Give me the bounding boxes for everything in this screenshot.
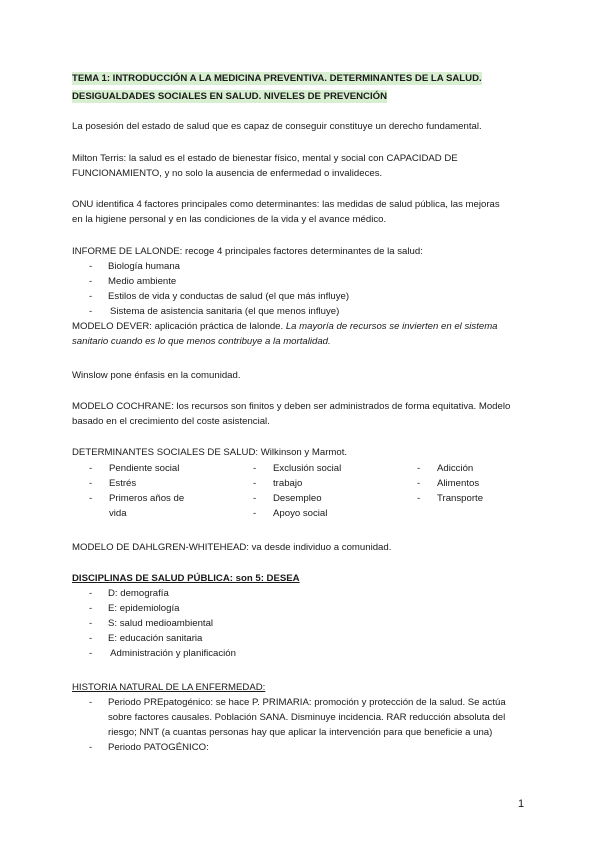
list-item: - Adicción bbox=[417, 463, 474, 474]
list-item: - Sistema de asistencia sanitaria (el que menos influye) bbox=[89, 306, 340, 317]
list-item: - Pendiente social bbox=[89, 463, 180, 474]
list-item: - D: demografía bbox=[89, 588, 169, 599]
lalonde-heading: INFORME DE LALONDE: recoge 4 principales factores determinantes de la salud: bbox=[72, 246, 423, 257]
list-item: - trabajo bbox=[253, 478, 303, 489]
list-item: - Desempleo bbox=[253, 493, 322, 504]
historia-section bbox=[72, 680, 532, 755]
social-heading bbox=[72, 445, 532, 460]
onu-line-1: ONU identifica 4 factores principales como determinantes: las medidas de salud pública, las mejoras bbox=[72, 199, 500, 210]
cochrane-line-1: MODELO COCHRANE: los recursos son finitos y deben ser administrados de forma equitativa. Modelo bbox=[72, 401, 511, 412]
terris-paragraph bbox=[72, 151, 532, 181]
onu-paragraph bbox=[72, 197, 532, 227]
list-item: - Biología humana bbox=[89, 261, 181, 272]
title-line-1: TEMA 1: INTRODUCCIÓN A LA MEDICINA PREVENTIVA. DETERMINANTES DE LA SALUD. bbox=[72, 73, 482, 84]
lalonde-list bbox=[72, 259, 532, 319]
disciplinas-section bbox=[72, 571, 532, 661]
terris-line-2: FUNCIONAMIENTO, y no solo la ausencia de enfermedad o invalideces. bbox=[72, 168, 383, 179]
historia-heading: HISTORIA NATURAL DE LA ENFERMEDAD: bbox=[72, 682, 266, 693]
list-item: - E: educación sanitaria bbox=[89, 633, 203, 644]
dahlgren-paragraph bbox=[72, 540, 532, 555]
list-item: - Estrés bbox=[89, 478, 137, 489]
onu-line-2: en la higiene personal y en las condiciones de la vida y el avance médico. bbox=[72, 214, 387, 225]
dever-line-2: sanitario cuando es lo que menos contribuye a la mortalidad. bbox=[72, 336, 331, 347]
document-title bbox=[72, 70, 532, 106]
list-item: - Primeros años de bbox=[89, 493, 185, 504]
list-item: - Medio ambiente bbox=[89, 276, 177, 287]
dever-line-1: MODELO DEVER: aplicación práctica de lalonde. La mayoría de recursos se invierten en el sistema bbox=[72, 321, 498, 332]
lalonde-section bbox=[72, 244, 532, 349]
list-item: - Administración y planificación bbox=[89, 648, 236, 659]
cochrane-line-2: basado en el crecimiento del coste asistencial. bbox=[72, 416, 270, 427]
list-item: - E: epidemiología bbox=[89, 603, 180, 614]
page-number: 1 bbox=[518, 798, 525, 810]
intro-paragraph bbox=[72, 119, 532, 134]
intro-text: La posesión del estado de salud que es capaz de conseguir constituye un derecho fundamental. bbox=[72, 121, 482, 132]
terris-line-1: Milton Terris: la salud es el estado de bienestar físico, mental y social con CAPACIDAD DE bbox=[72, 153, 458, 164]
list-item: - Apoyo social bbox=[253, 508, 328, 519]
list-item: - Periodo PATOGÉNICO: bbox=[89, 742, 209, 753]
dahlgren-text: MODELO DE DAHLGREN-WHITEHEAD: va desde individuo a comunidad. bbox=[72, 542, 392, 553]
disciplinas-heading: DISCIPLINAS DE SALUD PÚBLICA: son 5: DESEA bbox=[72, 573, 300, 584]
list-item: - Alimentos bbox=[417, 478, 480, 489]
list-item: - Periodo PREpatogénico: se hace P. PRIMARIA: promoción y protección de la salud. Se actúa sobre factores causales. Población SANA. Disminuye incidencia. RAR reducción absoluta del riesgo; NNT (a cuantas personas hay que aplicar la intervención para que beneficie a una) bbox=[89, 697, 506, 738]
list-item: - S: salud medioambiental bbox=[89, 618, 214, 629]
social-columns bbox=[72, 461, 532, 525]
social-column-3 bbox=[417, 461, 483, 506]
social-column-1 bbox=[89, 461, 184, 521]
social-heading-text: DETERMINANTES SOCIALES DE SALUD: Wilkinson y Marmot. bbox=[72, 447, 348, 458]
list-item: - Estilos de vida y conductas de salud (el que más influye) bbox=[89, 291, 350, 302]
historia-list bbox=[72, 695, 532, 755]
cochrane-paragraph bbox=[72, 399, 532, 429]
title-line-2: DESIGUALDADES SOCIALES EN SALUD. NIVELES DE PREVENCIÓN bbox=[72, 91, 388, 102]
list-item: - Transporte bbox=[417, 493, 484, 504]
list-item: - Exclusión social bbox=[253, 463, 342, 474]
winslow-paragraph bbox=[72, 368, 532, 383]
winslow-text: Winslow pone énfasis en la comunidad. bbox=[72, 370, 241, 381]
social-column-2 bbox=[253, 461, 341, 521]
list-item: vida bbox=[109, 508, 127, 519]
disciplinas-list bbox=[72, 586, 532, 661]
